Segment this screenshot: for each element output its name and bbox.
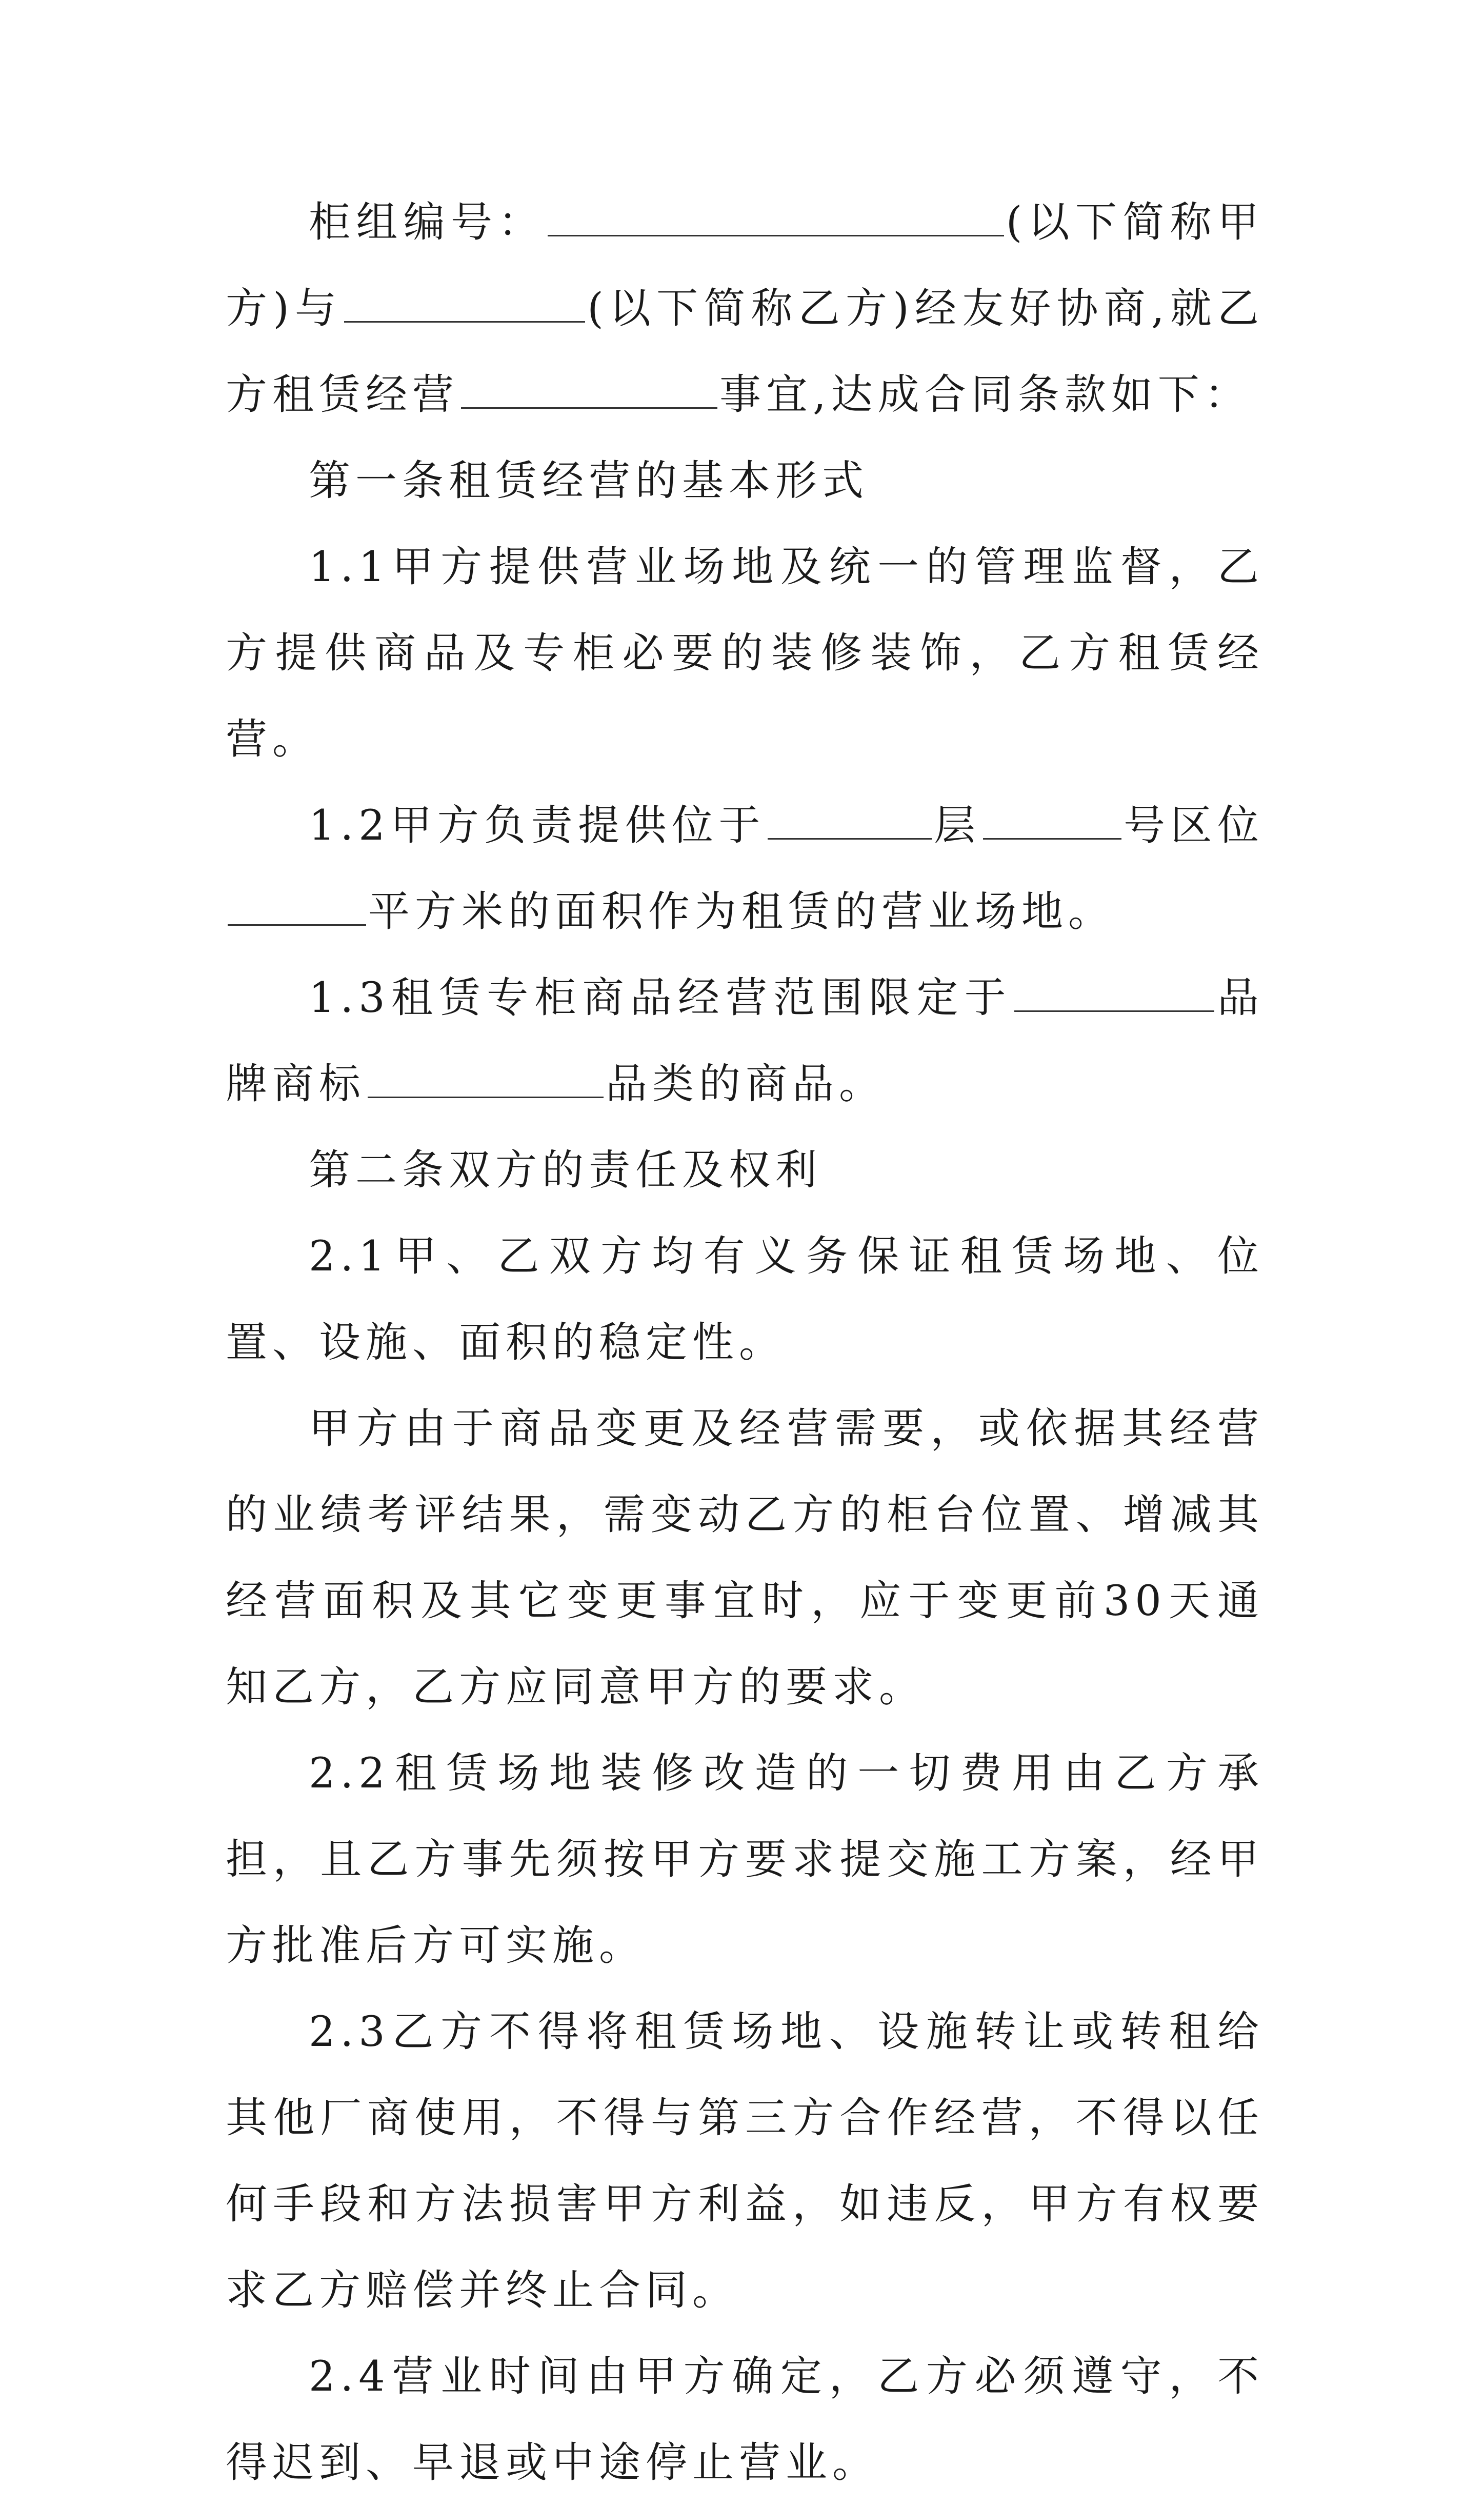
contract-page bbox=[226, 180, 1264, 2506]
intro-with: 与 bbox=[294, 285, 343, 333]
clause-1-2 bbox=[226, 783, 1264, 955]
party-b-blank[interactable] bbox=[344, 287, 585, 323]
clause-2-3: 2.3乙方不得将租赁场地、设施转让或转租给其他厂商使用，不得与第三方合作经营，不得以任何手段和方法损害甲方利益，如违反，甲方有权要求乙方赔偿并终止合同。 bbox=[226, 2008, 1264, 2315]
zone-number-blank[interactable] bbox=[983, 804, 1121, 840]
business-item-blank[interactable] bbox=[461, 373, 717, 409]
area-blank[interactable] bbox=[228, 890, 366, 926]
clause-1-3-text-b: 品牌商标 bbox=[226, 974, 1264, 1108]
floor-blank[interactable] bbox=[768, 804, 932, 840]
clause-1-3 bbox=[226, 955, 1264, 1127]
clause-1-1: 1.1甲方提供营业场地及统一的管理监督，乙方提供商品及专柜必要的装修装饰，乙方租赁经营。 bbox=[226, 543, 1264, 764]
party-b-suffix: (以下简称乙方)经友好协商,就乙方租赁经营 bbox=[226, 285, 1264, 419]
counter-number-label: 柜组编号： bbox=[309, 198, 546, 247]
clause-2-1: 2.1甲、乙双方均有义务保证租赁场地、位置、设施、面积的稳定性。 bbox=[226, 1232, 1264, 1367]
category-blank[interactable] bbox=[368, 1063, 604, 1098]
intro-paragraph bbox=[226, 180, 1264, 438]
brand-blank[interactable] bbox=[1014, 977, 1214, 1012]
clause-1-3-text-c: 品类的商品。 bbox=[606, 1060, 886, 1108]
clause-1-2-text-b: 层 bbox=[933, 802, 981, 850]
clause-2-2: 2.2租赁场地装修改造的一切费用由乙方承担，且乙方事先须按甲方要求提交施工方案，经甲方批准后方可实施。 bbox=[226, 1749, 1264, 1970]
clause-1-2-text-d: 平方米的面积作为租赁的营业场地。 bbox=[368, 888, 1115, 936]
article-2-title: 第二条双方的责任及权利 bbox=[309, 1146, 823, 1195]
clause-1-2-text-c: 号区位 bbox=[1123, 802, 1264, 850]
clause-1-2-text-a: 1.2甲方负责提供位于 bbox=[309, 802, 766, 850]
article-1-title: 第一条租赁经营的基本形式 bbox=[309, 457, 869, 505]
intro-tail: 事宜,达成合同条款如下： bbox=[719, 371, 1251, 419]
party-a-suffix: (以下简称甲方) bbox=[226, 198, 1264, 333]
clause-1-3-text-a: 1.3租赁专柜商品经营范围限定于 bbox=[309, 974, 1012, 1022]
clause-2-1-detail: 甲方由于商品变更及经营需要，或依据其经营的业绩考评结果，需变动乙方的柜台位置、增减其经营面积及其它变更事宜时，应于变更前30天通知乙方，乙方应同意甲方的要求。 bbox=[226, 1405, 1264, 1712]
clause-2-4: 2.4营业时间由甲方确定，乙方必须遵守，不得迟到、早退或中途停止营业。 bbox=[226, 2353, 1264, 2487]
party-a-blank[interactable] bbox=[548, 201, 1004, 236]
